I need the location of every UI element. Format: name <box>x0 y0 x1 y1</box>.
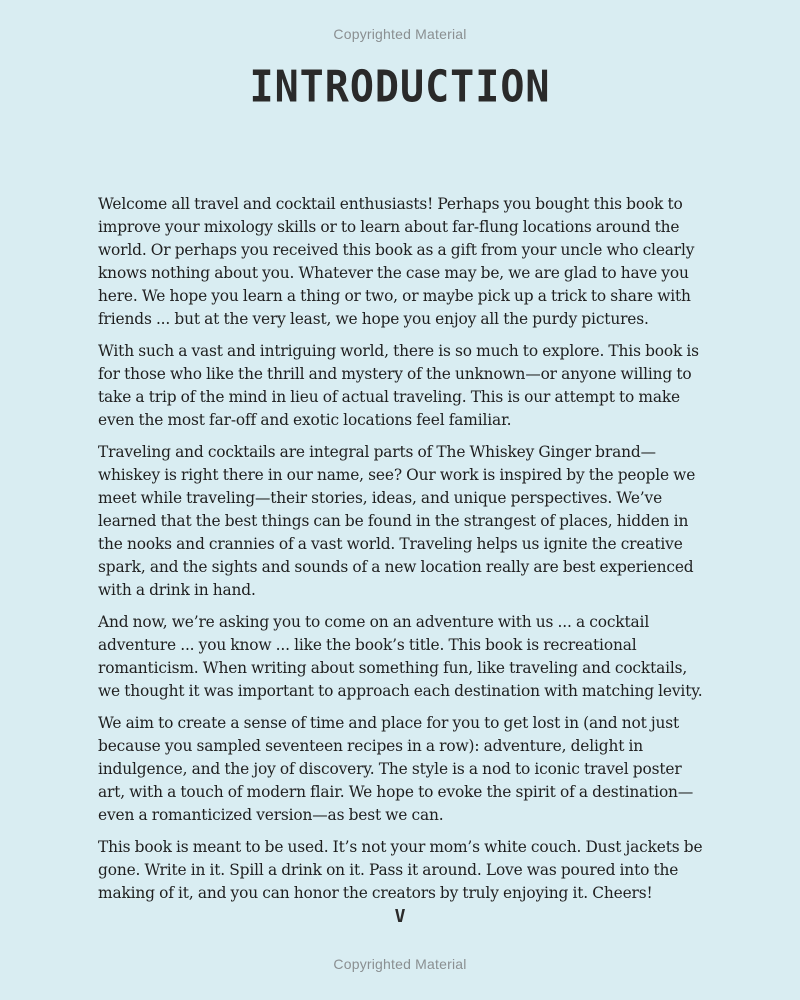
paragraph: Welcome all travel and cocktail enthusiasts! Perhaps you bought this book to improve your mixology skills or to learn about far-flung locations around the world. Or perhaps you received this book as a gift from your uncle who clearly knows nothing about you. Whatever the case may be, we are glad to have you here. We hope you learn a thing or two, or maybe pick up a trick to share with friends ... but at the very least, we hope you enjoy all the purdy pictures. <box>98 195 695 328</box>
paragraph: This book is meant to be used. It’s not your mom’s white couch. Dust jackets be gone. Write in it. Spill a drink on it. Pass it around. Love was poured into the making of it, and you can honor the creators by truly enjoying it. Cheers! <box>98 838 703 902</box>
paragraph: Traveling and cocktails are integral parts of The Whiskey Ginger brand—whiskey is right there in our name, see? Our work is inspired by the people we meet while traveling—their stories, ideas, and unique perspectives. We’ve learned that the best things can be found in the strangest of places, hidden in the nooks and crannies of a vast world. Traveling helps us ignite the creative spark, and the sights and sounds of a new location really are best experienced with a drink in hand. <box>98 443 696 599</box>
paragraph: With such a vast and intriguing world, there is so much to explore. This book is for those who like the thrill and mystery of the unknown—or anyone willing to take a trip of the mind in lieu of actual traveling. This is our attempt to make even the most far-off and exotic locations feel familiar. <box>98 342 699 429</box>
page-number: V <box>394 906 406 927</box>
page-title: INTRODUCTION <box>249 61 551 113</box>
copyright-footer: Copyrighted Material <box>333 956 467 972</box>
paragraph: We aim to create a sense of time and place for you to get lost in (and not just because you sampled seventeen recipes in a row): adventure, delight in indulgence, and the joy of discovery. The style is a nod to iconic travel poster art, with a touch of modern flair. We hope to evoke the spirit of a destination—even a romanticized version—as best we can. <box>98 714 694 824</box>
paragraph: And now, we’re asking you to come on an adventure with us ... a cocktail adventure ... you know ... like the book’s title. This book is recreational romanticism. When writing about something fun, like traveling and cocktails, we thought it was important to approach each destination with matching levity. <box>98 613 703 700</box>
copyright-header: Copyrighted Material <box>333 26 467 42</box>
body-text <box>98 193 708 914</box>
